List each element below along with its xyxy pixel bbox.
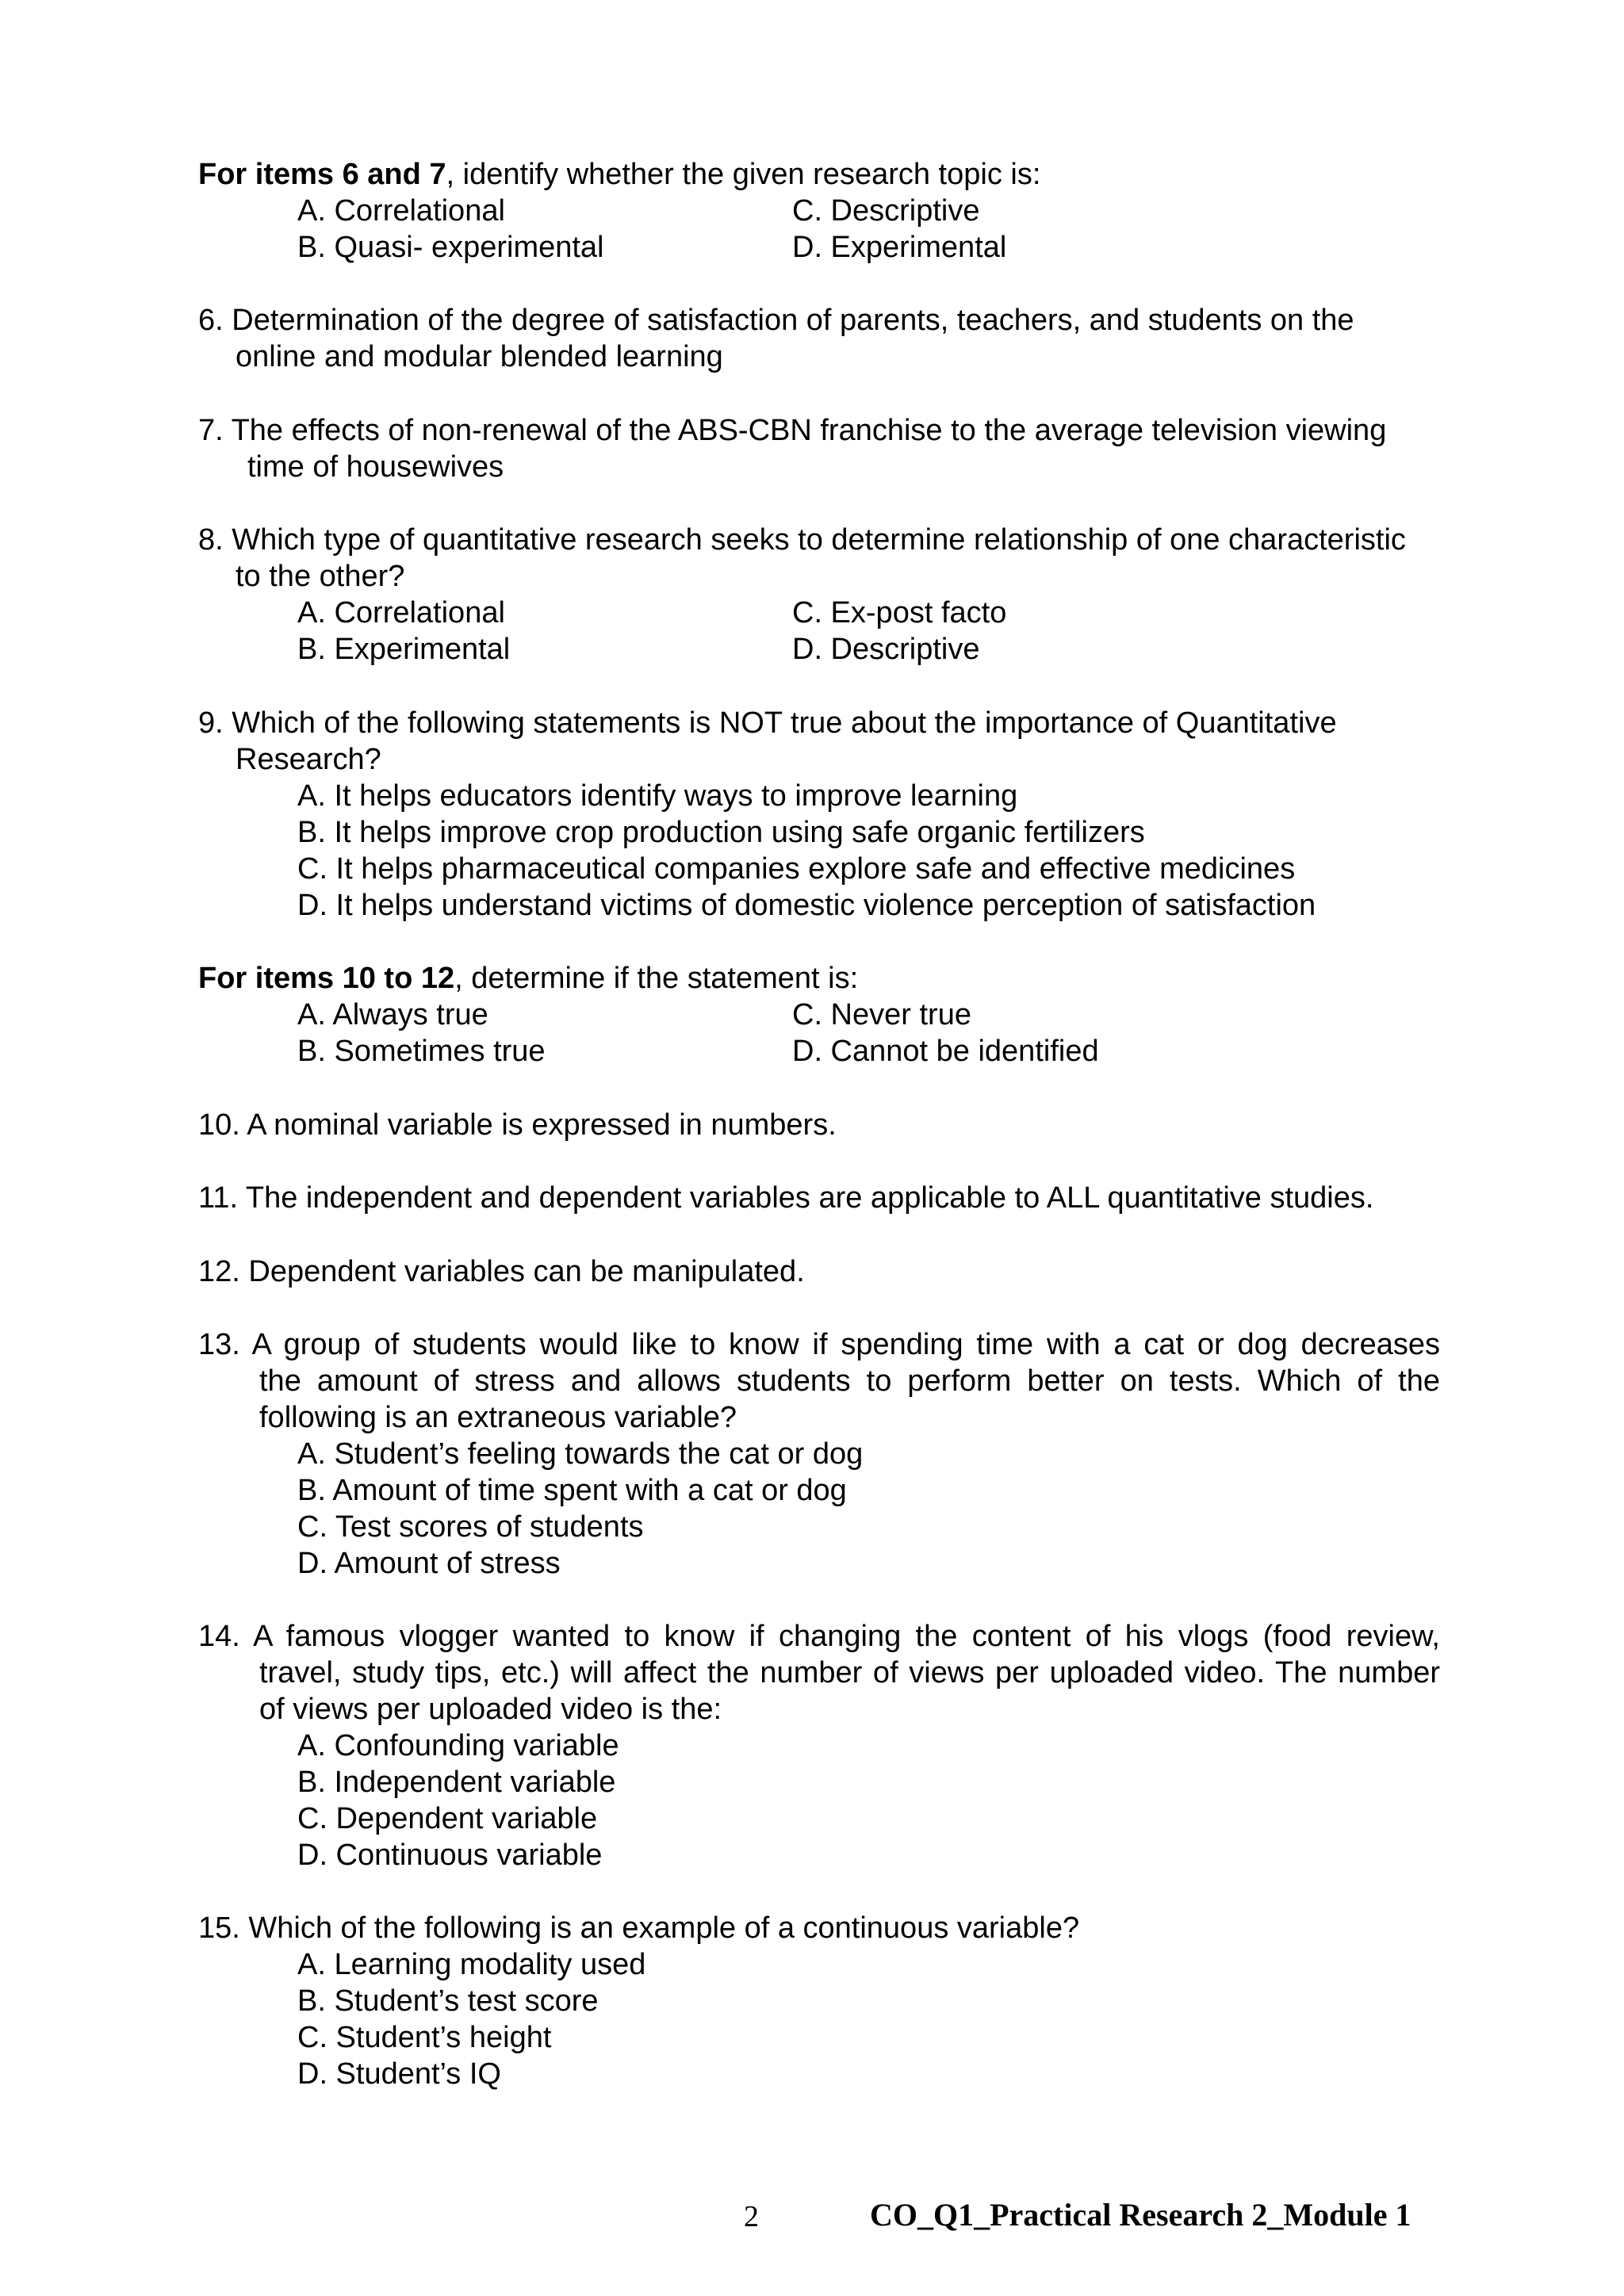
- option-c: C. It helps pharmaceutical companies explore safe and effective medicines: [297, 852, 1296, 886]
- option-a: A. Learning modality used: [297, 1948, 646, 1981]
- option-a: A. Correlational: [297, 194, 505, 228]
- option-c: C. Never true: [792, 998, 971, 1031]
- module-code: CO_Q1_Practical Research 2_Module 1: [870, 2197, 1411, 2233]
- question-14-line-1: 14. A famous vlogger wanted to know if changing the content of his vlogs (food review,: [198, 1620, 1440, 1653]
- option-a: A. Always true: [297, 998, 488, 1031]
- option-c: C. Descriptive: [792, 194, 980, 228]
- option-c: C. Test scores of students: [297, 1510, 644, 1544]
- option-a: A. Student’s feeling towards the cat or dog: [297, 1437, 864, 1471]
- option-d: D. Experimental: [792, 231, 1007, 264]
- option-d: D. It helps understand victims of domestic violence perception of satisfaction: [297, 889, 1316, 922]
- instruction-items-6-7: [198, 156, 1040, 193]
- option-c: C. Ex-post facto: [792, 596, 1007, 629]
- option-c: C. Dependent variable: [297, 1802, 598, 1835]
- question-13-line-3: following is an extraneous variable?: [259, 1401, 737, 1434]
- option-b: B. Quasi- experimental: [297, 231, 604, 264]
- question-8-line-1: 8. Which type of quantitative research seeks to determine relationship of one characteristic: [198, 523, 1406, 557]
- option-d: D. Descriptive: [792, 633, 980, 666]
- option-b: B. Student’s test score: [297, 1984, 599, 2018]
- instruction-items-10-12: [198, 960, 858, 997]
- question-10: 10. A nominal variable is expressed in numbers.: [198, 1108, 837, 1142]
- option-a: A. It helps educators identify ways to improve learning: [297, 779, 1018, 813]
- question-14-line-2: travel, study tips, etc.) will affect the number of views per uploaded video. The number: [259, 1656, 1440, 1689]
- question-14-line-3: of views per uploaded video is the:: [259, 1693, 722, 1726]
- option-d: D. Amount of stress: [297, 1547, 561, 1580]
- option-d: D. Continuous variable: [297, 1839, 603, 1872]
- question-7-line-2: time of housewives: [247, 450, 504, 484]
- instruction-text: , identify whether the given research topic is:: [446, 158, 1041, 191]
- option-b: B. Sometimes true: [297, 1035, 546, 1068]
- question-12: 12. Dependent variables can be manipulated.: [198, 1255, 805, 1288]
- option-b: B. It helps improve crop production using safe organic fertilizers: [297, 816, 1145, 849]
- instruction-text: , determine if the statement is:: [454, 962, 859, 995]
- question-15-line-1: 15. Which of the following is an example of a continuous variable?: [198, 1911, 1080, 1945]
- page-number: 2: [744, 2200, 759, 2233]
- option-d: D. Cannot be identified: [792, 1035, 1099, 1068]
- question-6-line-1: 6. Determination of the degree of satisfaction of parents, teachers, and students on the: [198, 304, 1354, 337]
- option-b: B. Experimental: [297, 633, 511, 666]
- question-11: 11. The independent and dependent variables are applicable to ALL quantitative studies.: [198, 1181, 1374, 1215]
- option-b: B. Amount of time spent with a cat or dog: [297, 1474, 847, 1507]
- question-6-line-2: online and modular blended learning: [236, 340, 723, 373]
- option-a: A. Correlational: [297, 596, 505, 629]
- option-a: A. Confounding variable: [297, 1729, 619, 1762]
- option-d: D. Student’s IQ: [297, 2057, 501, 2091]
- option-b: B. Independent variable: [297, 1766, 616, 1799]
- instruction-bold: For items 10 to 12: [198, 962, 455, 995]
- question-9-line-1: 9. Which of the following statements is NOT true about the importance of Quantitative: [198, 706, 1337, 740]
- option-c: C. Student’s height: [297, 2021, 552, 2054]
- question-8-line-2: to the other?: [236, 560, 405, 593]
- question-9-line-2: Research?: [236, 743, 381, 776]
- question-13-line-2: the amount of stress and allows students to perform better on tests. Which of the: [259, 1364, 1440, 1398]
- question-7-line-1: 7. The effects of non-renewal of the ABS-CBN franchise to the average television viewing: [198, 414, 1387, 447]
- instruction-bold: For items 6 and 7: [198, 158, 446, 191]
- question-13-line-1: 13. A group of students would like to know if spending time with a cat or dog decreases: [198, 1328, 1440, 1361]
